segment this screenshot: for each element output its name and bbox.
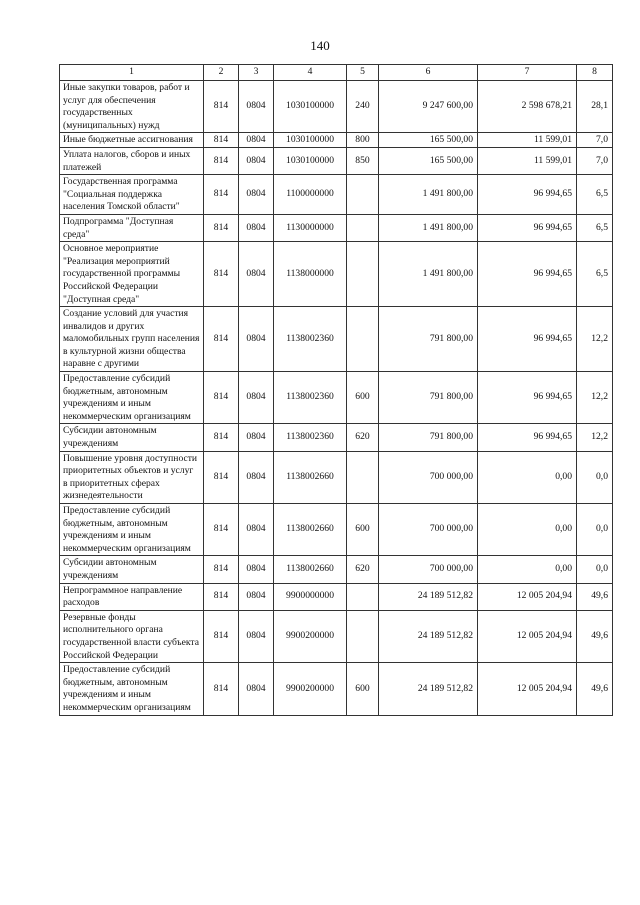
row-name-cell: Субсидии автономным учреждениям — [60, 424, 204, 451]
row-target-cell: 1130000000 — [274, 214, 347, 241]
row-vid-cell: 800 — [347, 133, 379, 148]
row-name-cell: Иные закупки товаров, работ и услуг для обеспечения государственных (муниципальных) нужд — [60, 81, 204, 133]
row-vedomstvo-cell: 814 — [204, 556, 239, 583]
row-razdel-cell: 0804 — [239, 556, 274, 583]
row-vedomstvo-cell: 814 — [204, 307, 239, 372]
row-fact-cell: 12 005 204,94 — [478, 610, 577, 662]
table-row — [60, 214, 613, 241]
table-row — [60, 556, 613, 583]
row-name-cell: Предоставление субсидий бюджетным, автономным учреждениям и иным некоммерческим организациям — [60, 504, 204, 556]
page-number: 140 — [310, 38, 330, 53]
row-fact-cell: 96 994,65 — [478, 175, 577, 215]
header-col-7: 7 — [478, 65, 577, 81]
row-percent-cell: 6,5 — [577, 214, 613, 241]
row-razdel-cell: 0804 — [239, 214, 274, 241]
row-target-cell: 9900000000 — [274, 583, 347, 610]
row-vedomstvo-cell: 814 — [204, 214, 239, 241]
row-vid-cell: 600 — [347, 504, 379, 556]
row-fact-cell: 96 994,65 — [478, 372, 577, 424]
row-name-cell: Иные бюджетные ассигнования — [60, 133, 204, 148]
row-fact-cell: 0,00 — [478, 504, 577, 556]
row-target-cell: 9900200000 — [274, 610, 347, 662]
row-plan-cell: 24 189 512,82 — [379, 610, 478, 662]
row-plan-cell: 700 000,00 — [379, 504, 478, 556]
row-percent-cell: 28,1 — [577, 81, 613, 133]
row-vid-cell — [347, 175, 379, 215]
row-target-cell: 1138002360 — [274, 372, 347, 424]
row-razdel-cell: 0804 — [239, 663, 274, 715]
row-razdel-cell: 0804 — [239, 610, 274, 662]
row-vid-cell: 620 — [347, 424, 379, 451]
row-percent-cell: 0,0 — [577, 556, 613, 583]
row-vid-cell: 850 — [347, 147, 379, 174]
row-plan-cell: 791 800,00 — [379, 424, 478, 451]
row-fact-cell: 11 599,01 — [478, 147, 577, 174]
row-vid-cell: 600 — [347, 372, 379, 424]
row-name-cell: Предоставление субсидий бюджетным, автономным учреждениям и иным некоммерческим организациям — [60, 663, 204, 715]
row-target-cell: 1030100000 — [274, 133, 347, 148]
table-row — [60, 504, 613, 556]
table-row — [60, 242, 613, 307]
row-plan-cell: 1 491 800,00 — [379, 175, 478, 215]
row-plan-cell: 1 491 800,00 — [379, 214, 478, 241]
row-razdel-cell: 0804 — [239, 175, 274, 215]
table-row — [60, 307, 613, 372]
row-target-cell: 1100000000 — [274, 175, 347, 215]
row-razdel-cell: 0804 — [239, 424, 274, 451]
row-fact-cell: 11 599,01 — [478, 133, 577, 148]
header-col-4: 4 — [274, 65, 347, 81]
row-percent-cell: 12,2 — [577, 307, 613, 372]
row-target-cell: 1138002660 — [274, 451, 347, 503]
row-percent-cell: 12,2 — [577, 372, 613, 424]
row-fact-cell: 12 005 204,94 — [478, 663, 577, 715]
row-target-cell: 1030100000 — [274, 81, 347, 133]
row-percent-cell: 0,0 — [577, 504, 613, 556]
row-fact-cell: 2 598 678,21 — [478, 81, 577, 133]
table-row — [60, 133, 613, 148]
row-plan-cell: 700 000,00 — [379, 556, 478, 583]
row-percent-cell: 12,2 — [577, 424, 613, 451]
row-fact-cell: 0,00 — [478, 556, 577, 583]
row-percent-cell: 49,6 — [577, 583, 613, 610]
row-plan-cell: 24 189 512,82 — [379, 583, 478, 610]
table-row — [60, 175, 613, 215]
row-plan-cell: 9 247 600,00 — [379, 81, 478, 133]
row-name-cell: Основное мероприятие "Реализация мероприятий государственной программы Российской Федерации "Доступная среда" — [60, 242, 204, 307]
table-row — [60, 372, 613, 424]
row-vid-cell — [347, 307, 379, 372]
row-razdel-cell: 0804 — [239, 504, 274, 556]
row-name-cell: Резервные фонды исполнительного органа государственной власти субъекта Российской Федерации — [60, 610, 204, 662]
row-name-cell: Создание условий для участия инвалидов и других маломобильных групп населения в культурной жизни общества наравне с другими — [60, 307, 204, 372]
header-col-5: 5 — [347, 65, 379, 81]
row-name-cell: Повышение уровня доступности приоритетных объектов и услуг в приоритетных сферах жизнедеятельности — [60, 451, 204, 503]
row-vid-cell — [347, 610, 379, 662]
row-vedomstvo-cell: 814 — [204, 175, 239, 215]
row-plan-cell: 24 189 512,82 — [379, 663, 478, 715]
row-percent-cell: 7,0 — [577, 133, 613, 148]
row-plan-cell: 165 500,00 — [379, 147, 478, 174]
header-col-1: 1 — [60, 65, 204, 81]
row-plan-cell: 791 800,00 — [379, 307, 478, 372]
row-vedomstvo-cell: 814 — [204, 133, 239, 148]
row-name-cell: Предоставление субсидий бюджетным, автономным учреждениям и иным некоммерческим организациям — [60, 372, 204, 424]
row-vedomstvo-cell: 814 — [204, 147, 239, 174]
row-target-cell: 1030100000 — [274, 147, 347, 174]
row-plan-cell: 700 000,00 — [379, 451, 478, 503]
row-percent-cell: 7,0 — [577, 147, 613, 174]
row-percent-cell: 49,6 — [577, 610, 613, 662]
row-plan-cell: 165 500,00 — [379, 133, 478, 148]
row-name-cell: Субсидии автономным учреждениям — [60, 556, 204, 583]
row-vedomstvo-cell: 814 — [204, 372, 239, 424]
row-vedomstvo-cell: 814 — [204, 663, 239, 715]
row-vedomstvo-cell: 814 — [204, 504, 239, 556]
row-target-cell: 1138002660 — [274, 504, 347, 556]
table-row — [60, 610, 613, 662]
row-vedomstvo-cell: 814 — [204, 610, 239, 662]
row-vid-cell: 240 — [347, 81, 379, 133]
row-fact-cell: 96 994,65 — [478, 424, 577, 451]
row-plan-cell: 791 800,00 — [379, 372, 478, 424]
header-col-6: 6 — [379, 65, 478, 81]
row-percent-cell: 49,6 — [577, 663, 613, 715]
row-vid-cell — [347, 451, 379, 503]
row-percent-cell: 6,5 — [577, 242, 613, 307]
row-vid-cell — [347, 242, 379, 307]
row-fact-cell: 96 994,65 — [478, 214, 577, 241]
header-col-8: 8 — [577, 65, 613, 81]
row-vid-cell: 600 — [347, 663, 379, 715]
row-target-cell: 1138002360 — [274, 307, 347, 372]
row-target-cell: 1138002660 — [274, 556, 347, 583]
row-vid-cell — [347, 214, 379, 241]
row-razdel-cell: 0804 — [239, 133, 274, 148]
row-name-cell: Государственная программа "Социальная поддержка населения Томской области" — [60, 175, 204, 215]
budget-table — [59, 64, 613, 716]
row-razdel-cell: 0804 — [239, 242, 274, 307]
table-row — [60, 663, 613, 715]
row-razdel-cell: 0804 — [239, 372, 274, 424]
row-vedomstvo-cell: 814 — [204, 424, 239, 451]
row-fact-cell: 96 994,65 — [478, 242, 577, 307]
header-col-2: 2 — [204, 65, 239, 81]
table-row — [60, 147, 613, 174]
row-razdel-cell: 0804 — [239, 147, 274, 174]
table-row — [60, 451, 613, 503]
row-plan-cell: 1 491 800,00 — [379, 242, 478, 307]
row-fact-cell: 0,00 — [478, 451, 577, 503]
row-razdel-cell: 0804 — [239, 81, 274, 133]
row-target-cell: 1138000000 — [274, 242, 347, 307]
row-razdel-cell: 0804 — [239, 307, 274, 372]
row-target-cell: 1138002360 — [274, 424, 347, 451]
row-fact-cell: 12 005 204,94 — [478, 583, 577, 610]
row-vedomstvo-cell: 814 — [204, 242, 239, 307]
row-target-cell: 9900200000 — [274, 663, 347, 715]
row-razdel-cell: 0804 — [239, 583, 274, 610]
table-row — [60, 583, 613, 610]
header-row — [60, 65, 613, 81]
row-razdel-cell: 0804 — [239, 451, 274, 503]
row-fact-cell: 96 994,65 — [478, 307, 577, 372]
row-vedomstvo-cell: 814 — [204, 451, 239, 503]
row-name-cell: Подпрограмма "Доступная среда" — [60, 214, 204, 241]
header-col-3: 3 — [239, 65, 274, 81]
row-percent-cell: 0,0 — [577, 451, 613, 503]
row-name-cell: Уплата налогов, сборов и иных платежей — [60, 147, 204, 174]
row-vid-cell: 620 — [347, 556, 379, 583]
row-vedomstvo-cell: 814 — [204, 583, 239, 610]
row-percent-cell: 6,5 — [577, 175, 613, 215]
row-vid-cell — [347, 583, 379, 610]
row-name-cell: Непрограммное направление расходов — [60, 583, 204, 610]
row-vedomstvo-cell: 814 — [204, 81, 239, 133]
table-row — [60, 81, 613, 133]
table-row — [60, 424, 613, 451]
